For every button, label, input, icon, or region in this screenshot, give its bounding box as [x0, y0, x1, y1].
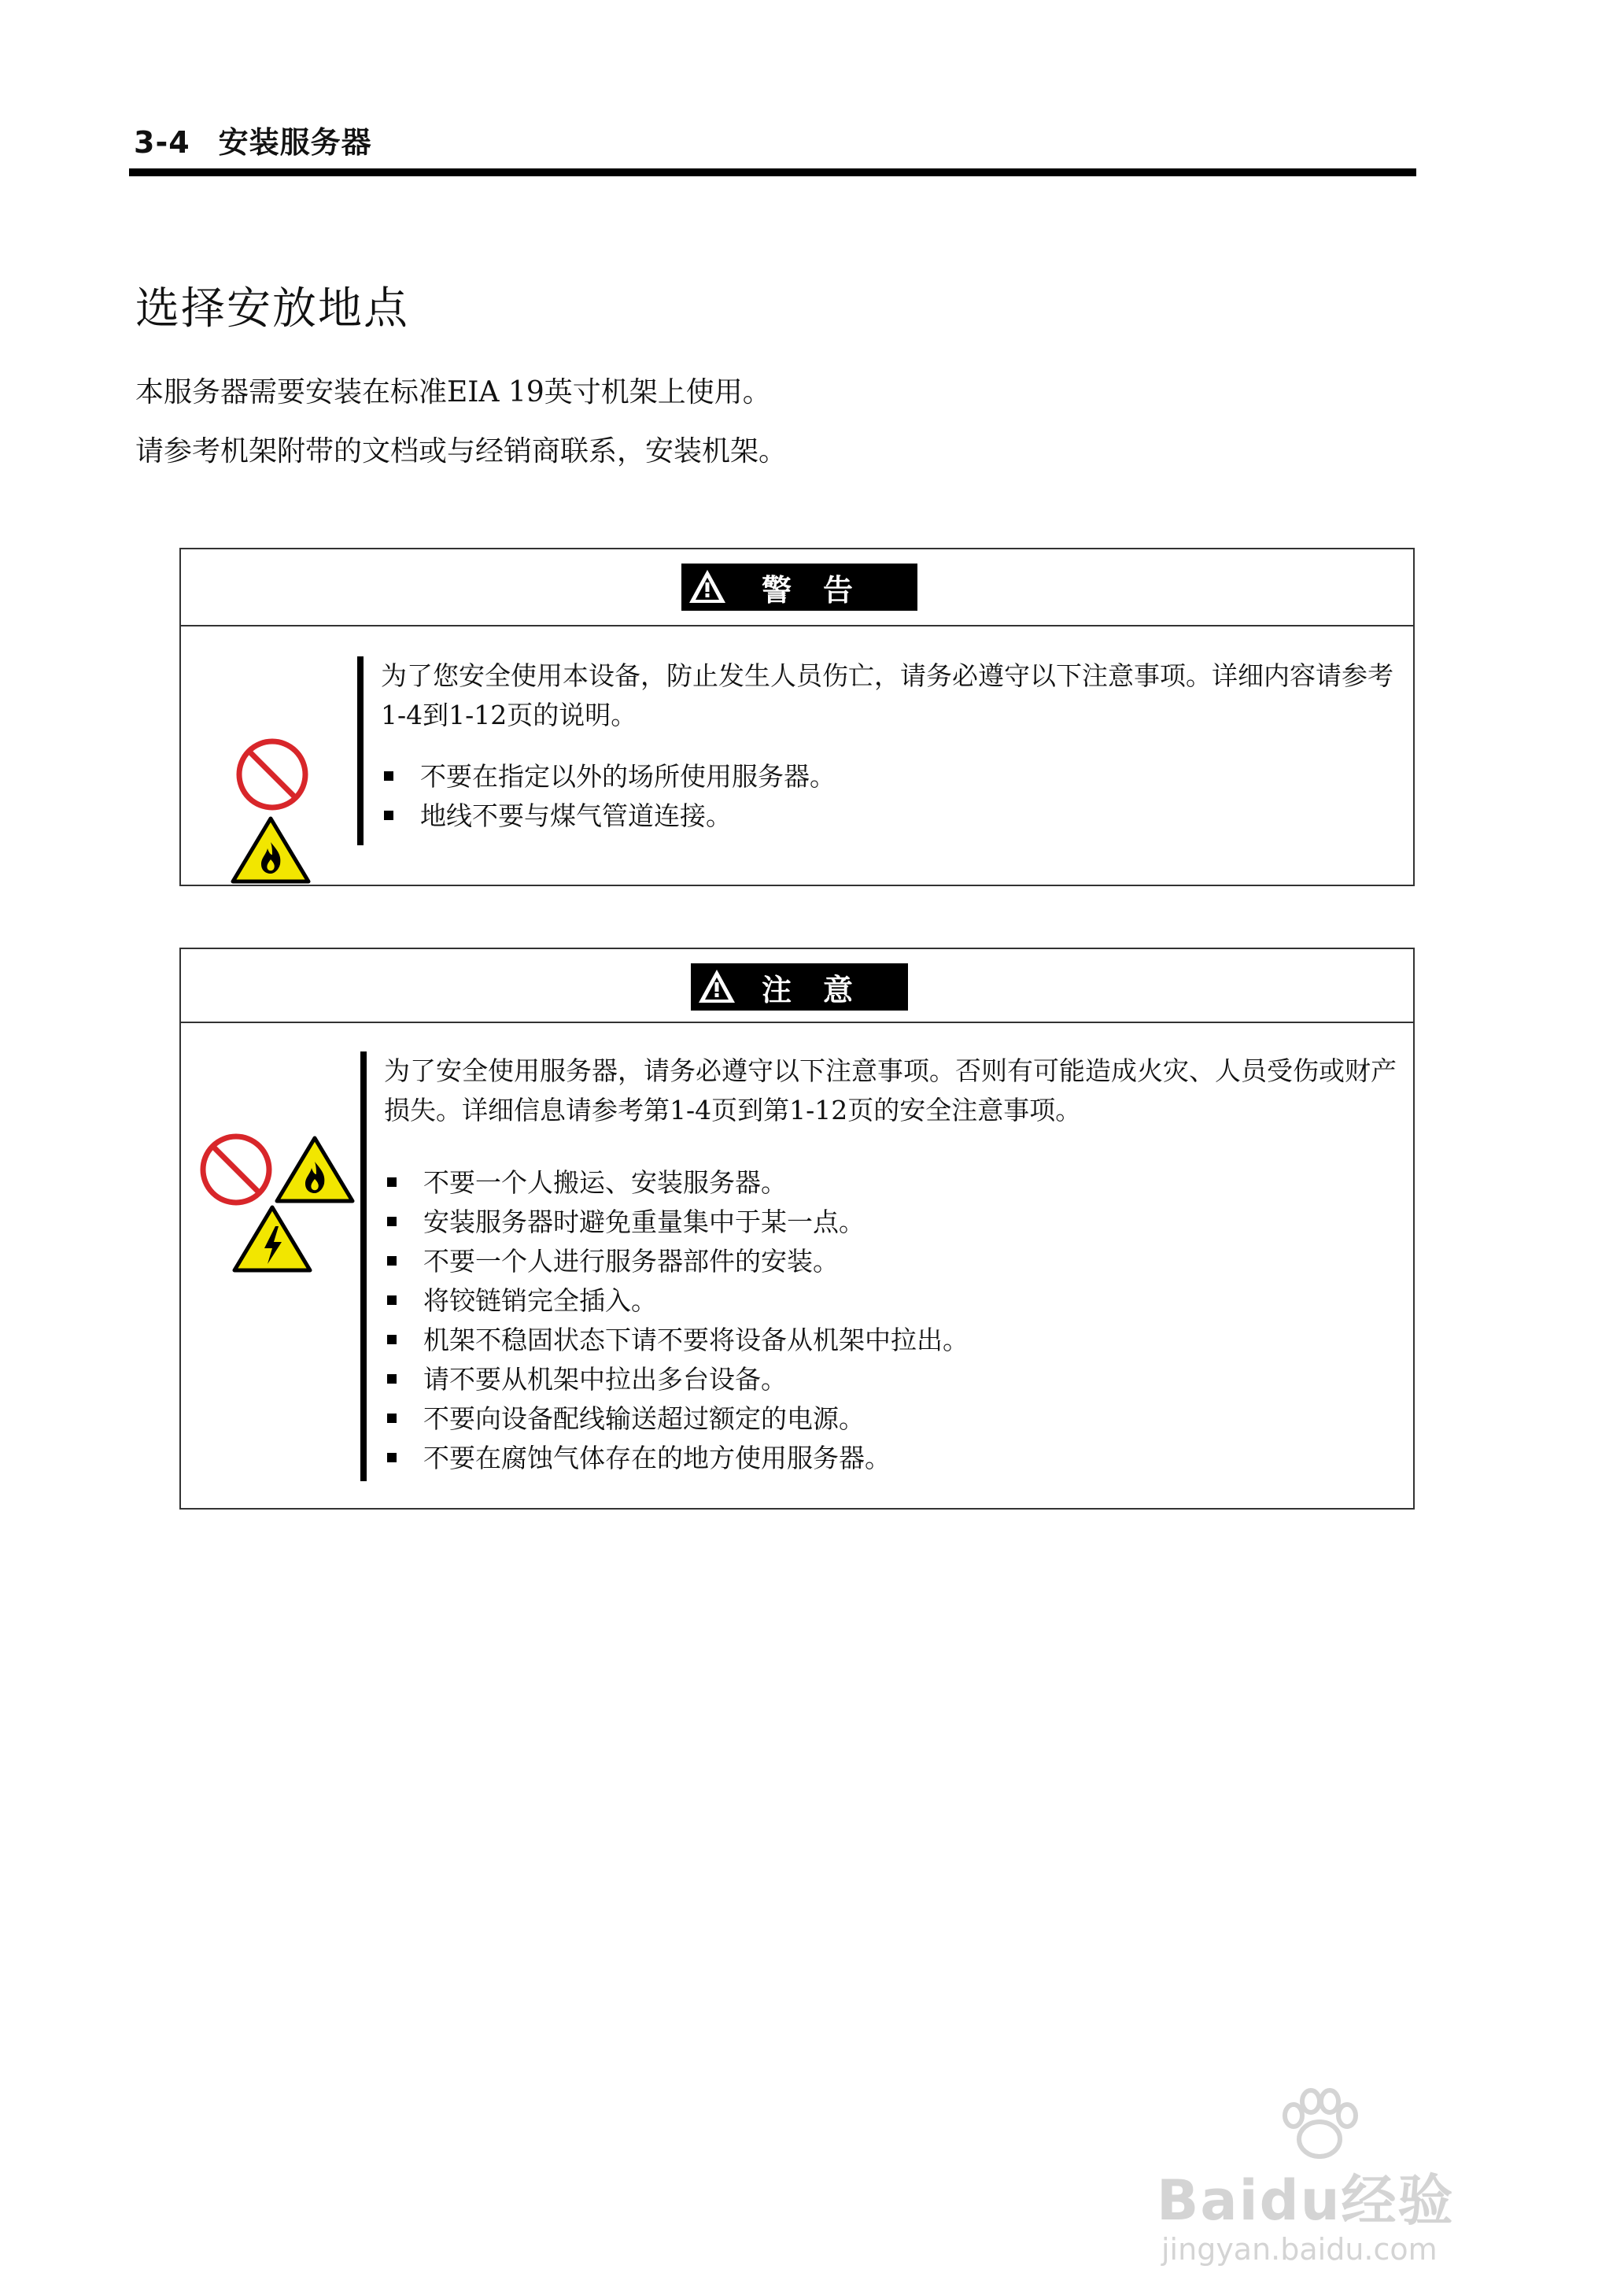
- header-divider: [129, 168, 1416, 176]
- watermark-logo: Baidu经验: [1157, 2168, 1455, 2233]
- electric-shock-icon: [231, 1204, 313, 1273]
- caution-badge: [691, 963, 908, 1011]
- baidu-watermark: [1157, 2156, 1534, 2275]
- warning-content: [357, 656, 1408, 845]
- caution-list: [384, 1163, 1408, 1478]
- caution-box: [179, 948, 1415, 1510]
- prohibited-icon: [234, 737, 310, 812]
- header-section-number: 3-4: [134, 125, 190, 160]
- list-item: 不要在腐蚀气体存在的地方使用服务器。: [384, 1439, 1408, 1478]
- warning-paragraph: 为了您安全使用本设备，防止发生人员伤亡，请务必遵守以下注意事项。详细内容请参考1-4到1-12页的说明。: [381, 660, 1393, 730]
- warning-box: [179, 548, 1415, 886]
- list-item: 机架不稳固状态下请不要将设备从机架中拉出。: [384, 1321, 1408, 1360]
- paw-icon: [1276, 2087, 1363, 2163]
- fire-hazard-icon: [230, 815, 312, 885]
- warning-box-header: [181, 549, 1413, 626]
- intro-paragraph: 请参考机架附带的文档或与经销商联系，安装机架。: [135, 435, 788, 468]
- list-item: 将铰链销完全插入。: [384, 1281, 1408, 1321]
- list-item: 不要一个人搬运、安装服务器。: [384, 1163, 1408, 1203]
- list-item: 地线不要与煤气管道连接。: [381, 796, 1408, 836]
- list-item: 不要向设备配线输送超过额定的电源。: [384, 1399, 1408, 1439]
- caution-badge-label: 注意: [761, 972, 884, 1007]
- list-item: 安装服务器时避免重量集中于某一点。: [384, 1203, 1408, 1242]
- caution-box-header: [181, 949, 1413, 1023]
- caution-content: [360, 1051, 1408, 1481]
- list-item: 不要在指定以外的场所使用服务器。: [381, 757, 1408, 796]
- fire-hazard-icon: [274, 1135, 356, 1204]
- watermark-url: jingyan.baidu.com: [1161, 2232, 1438, 2267]
- warning-badge: [681, 564, 917, 611]
- warning-list: [381, 757, 1408, 836]
- page-title: 选择安放地点: [135, 283, 409, 334]
- caution-paragraph: 为了安全使用服务器，请务必遵守以下注意事项。否则有可能造成火灾、人员受伤或财产损失。详细信息请参考第1-4页到第1-12页的安全注意事项。: [384, 1055, 1397, 1125]
- list-item: 请不要从机架中拉出多台设备。: [384, 1360, 1408, 1399]
- list-item: 不要一个人进行服务器部件的安装。: [384, 1242, 1408, 1281]
- header-section-title: 安装服务器: [218, 125, 372, 160]
- intro-paragraph: 本服务器需要安装在标准EIA 19英寸机架上使用。: [135, 376, 771, 408]
- warning-badge-label: 警告: [761, 572, 884, 608]
- running-header: [134, 118, 372, 161]
- prohibited-icon: [198, 1132, 274, 1207]
